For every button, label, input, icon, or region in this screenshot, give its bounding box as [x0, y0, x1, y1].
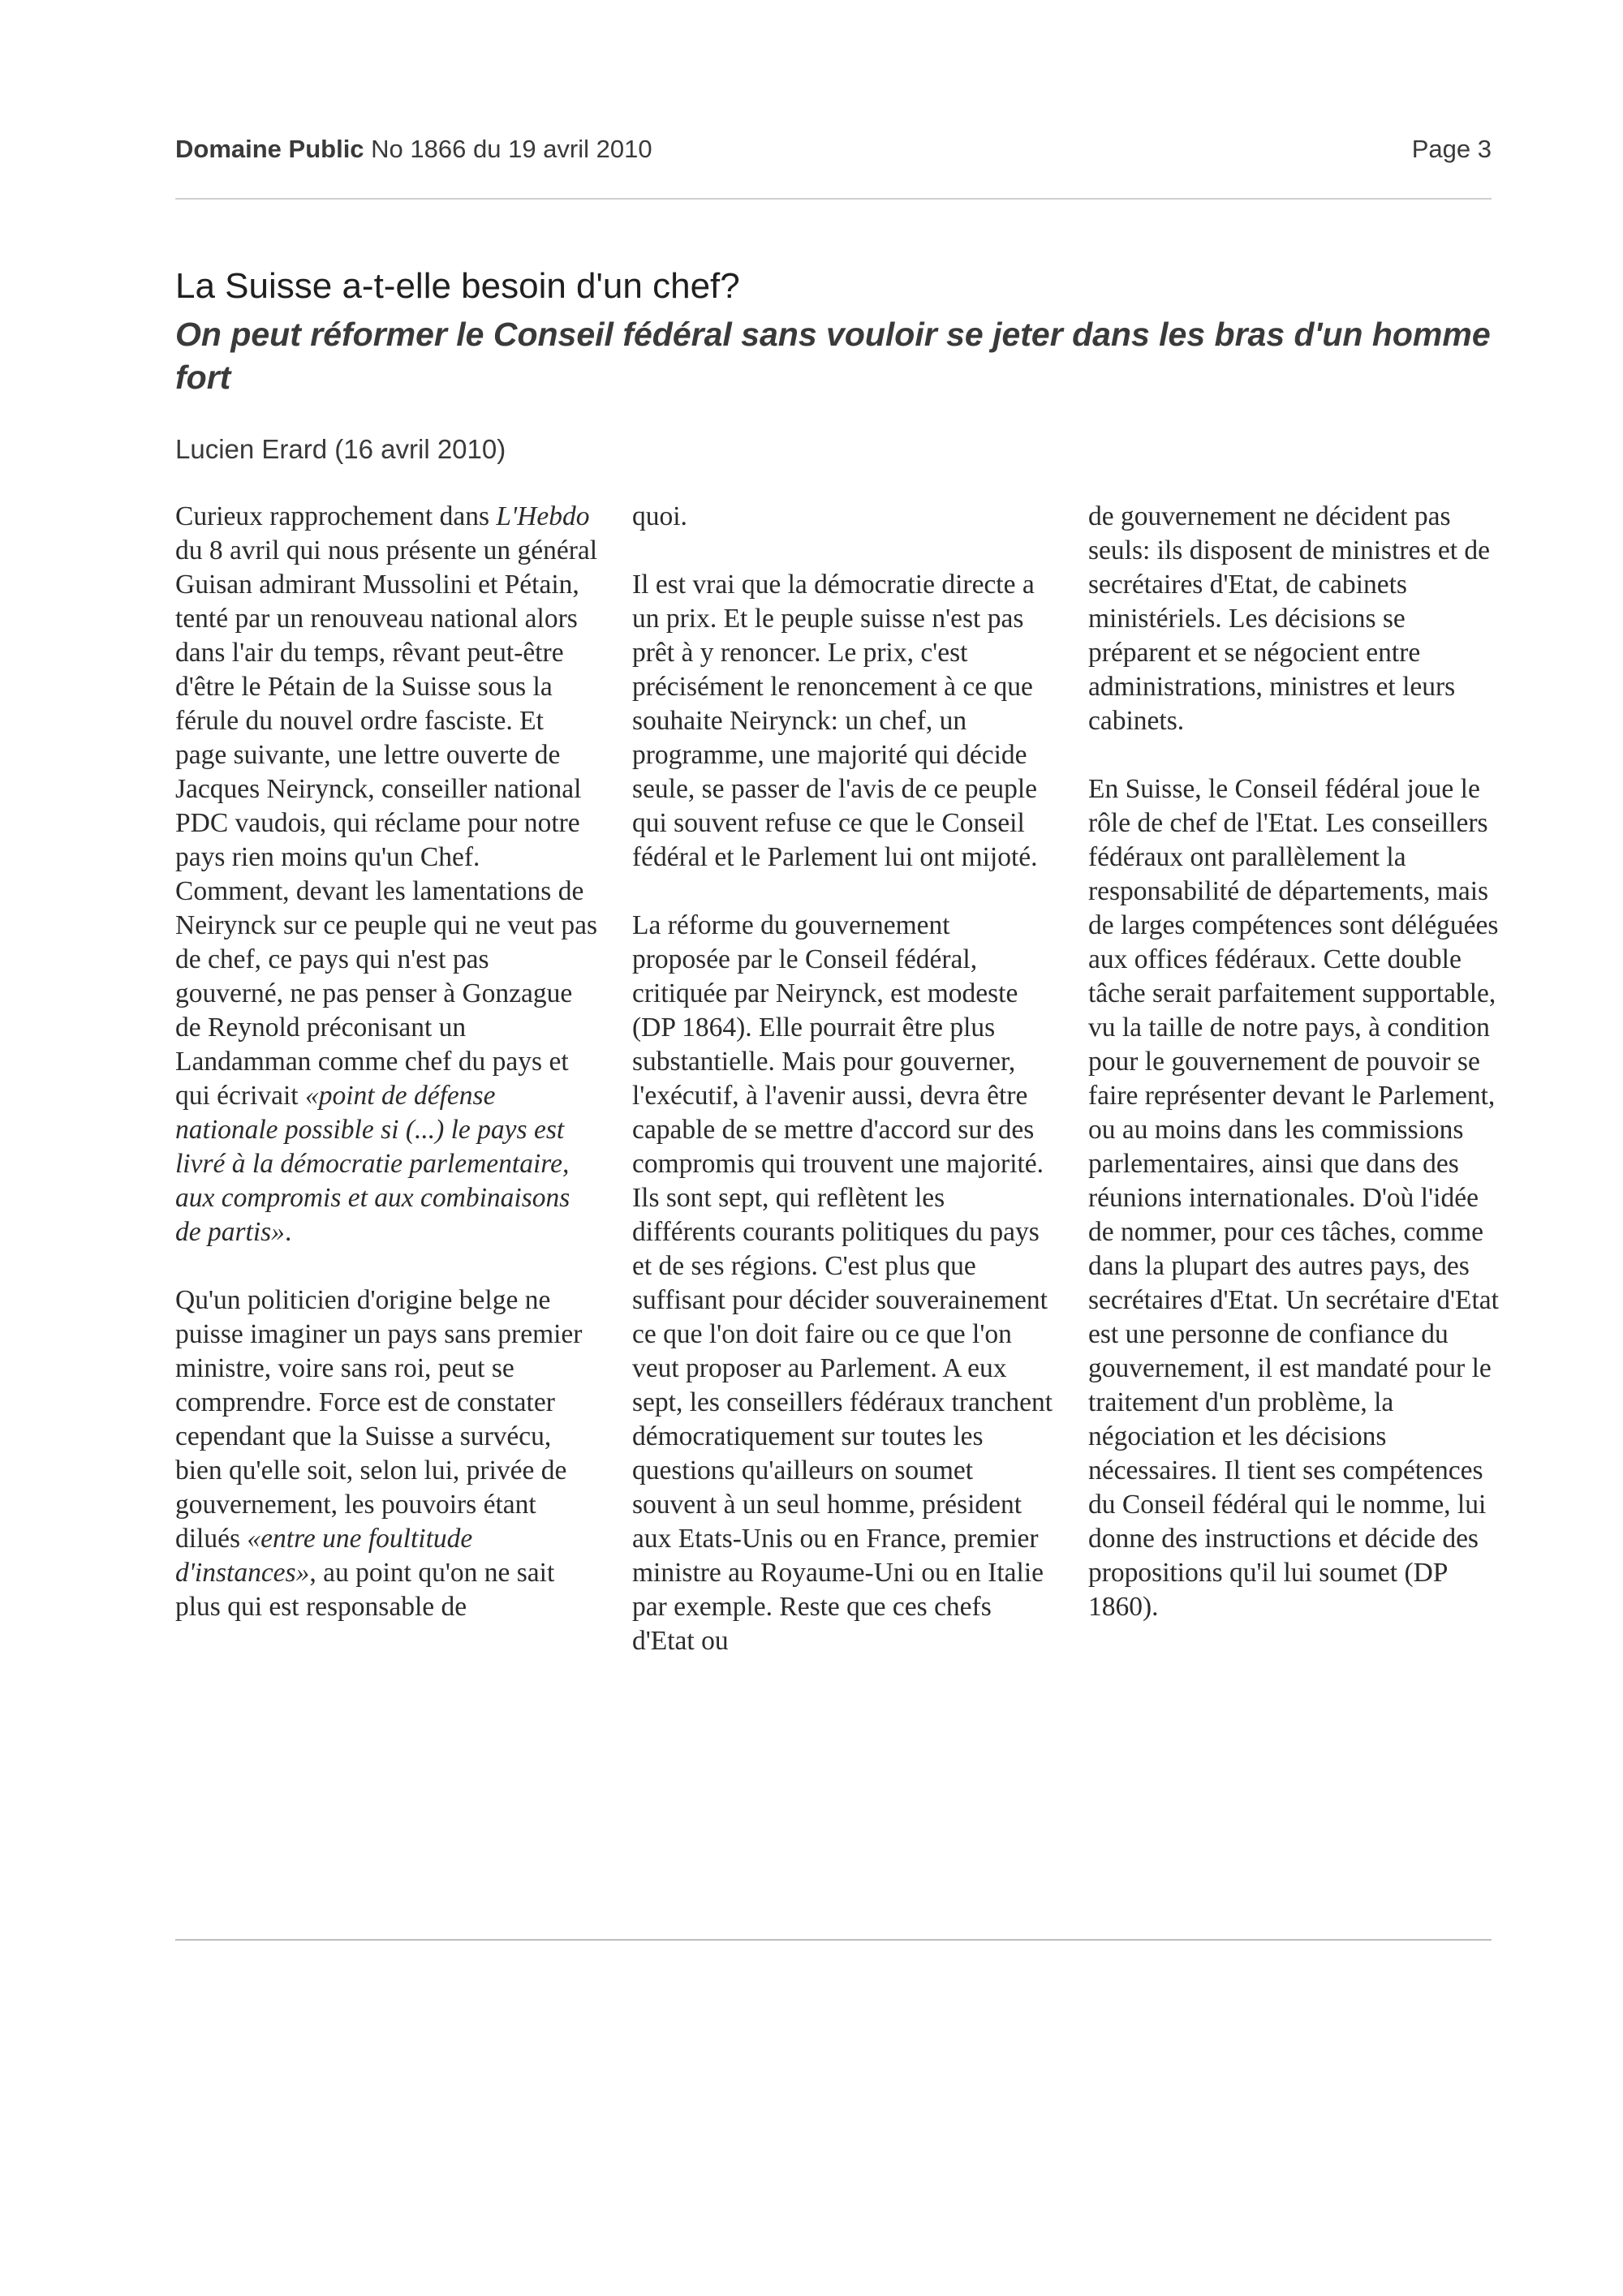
- article-column-1: [175, 500, 599, 1624]
- text-run: , au point qu'on ne sait plus qui est responsable de: [175, 1558, 555, 1622]
- page-number: Page 3: [1411, 135, 1492, 163]
- text-run: .: [284, 1217, 292, 1247]
- issue-info: No 1866 du 19 avril 2010: [371, 135, 652, 163]
- paragraph: [175, 1283, 599, 1624]
- paragraph: [175, 500, 599, 1249]
- article-byline: Lucien Erard (16 avril 2010): [175, 434, 506, 464]
- article-column-2: [632, 500, 1054, 1658]
- paragraph: En Suisse, le Conseil fédéral joue le rôle de chef de l'Etat. Les conseillers fédéraux ont parallèlement la responsabilité de départements, mais de larges compétences sont déléguées aux offices fédéraux. Cette double tâche serait parfaitement supportable, vu la taille de notre pays, à condition pour le gouvernement de pouvoir se faire représenter devant le Parlement, ou au moins dans les commissions parlementaires, ainsi que dans des réunions internationales. D'où l'idée de nommer, pour ces tâches, comme dans la plupart des autres pays, des secrétaires d'Etat. Un secrétaire d'Etat est une personne de confiance du gouvernement, il est mandaté pour le traitement d'un problème, la négociation et les décisions nécessaires. Il tient ses compétences du Conseil fédéral qui le nomme, lui donne des instructions et décide des propositions qu'il lui soumet (DP 1860).: [1088, 774, 1499, 1622]
- page-header: [175, 135, 1492, 170]
- article-column-3: [1088, 500, 1510, 1624]
- article-subtitle: On peut réformer le Conseil fédéral sans vouloir se jeter dans les bras d'un homme fort: [175, 316, 1491, 396]
- article-title: La Suisse a-t-elle besoin d'un chef?: [175, 266, 740, 306]
- paragraph: La réforme du gouvernement proposée par le Conseil fédéral, critiquée par Neirynck, est modeste (DP 1864). Elle pourrait être plus substantielle. Mais pour gouverner, l'exécutif, à l'avenir aussi, devra être capable de se mettre d'accord sur des compromis qui trouvent une majorité. Ils sont sept, qui reflètent les différents courants politiques du pays et de ses régions. C'est plus que suffisant pour décider souverainement ce que l'on doit faire ou ce que l'on veut proposer au Parlement. A eux sept, les conseillers fédéraux tranchent démocratiquement sur toutes les questions qu'ailleurs on soumet souvent à un seul homme, président aux Etats-Unis ou en France, premier ministre au Royaume-Uni ou en Italie par exemple. Reste que ces chefs d'Etat ou: [632, 910, 1053, 1656]
- paragraph: de gouvernement ne décident pas seuls: ils disposent de ministres et de secrétaires d'Etat, de cabinets ministériels. Les décisions se préparent et se négocient entre administrations, ministres et leurs cabinets.: [1088, 501, 1491, 736]
- paragraph: Il est vrai que la démocratie directe a un prix. Et le peuple suisse n'est pas prêt à y renoncer. Le prix, c'est précisément le renoncement à ce que souhaite Neirynck: un chef, un programme, une majorité qui décide seule, se passer de l'avis de ce peuple qui souvent refuse ce que le Conseil fédéral et le Parlement lui ont mijoté.: [632, 570, 1038, 872]
- header-divider: [175, 198, 1492, 200]
- text-run: du 8 avril qui nous présente un général Guisan admirant Mussolini et Pétain, tenté par un renouveau national alors dans l'air du temps, rêvant peut-être d'être le Pétain de la Suisse sous la férule du nouvel ordre fasciste. Et page suivante, une lettre ouverte de Jacques Neirynck, conseiller national PDC vaudois, qui réclame pour notre pays rien moins qu'un Chef. Comment, devant les lamentations de Neirynck sur ce peuple qui ne veut pas de chef, ce pays qui n'est pas gouverné, ne pas penser à Gonzague de Reynold préconisant un Landamman comme chef du pays et qui écrivait: [175, 535, 598, 1111]
- magazine-name: L'Hebdo: [496, 501, 590, 531]
- footer-divider: [175, 1939, 1492, 1941]
- quotation: «point de défense nationale possible si (...) le pays est livré à la démocratie parlementaire, aux compromis et aux combinaisons de partis»: [175, 1081, 570, 1247]
- quotation: «entre une foultitude d'instances»: [175, 1524, 473, 1588]
- text-run: Curieux rapprochement dans: [175, 501, 489, 531]
- publication-name: Domaine Public: [175, 135, 364, 163]
- paragraph: quoi.: [632, 501, 687, 531]
- text-run: Qu'un politicien d'origine belge ne puisse imaginer un pays sans premier ministre, voire sans roi, peut se comprendre. Force est de constater cependant que la Suisse a survécu, bien qu'elle soit, selon lui, privée de gouvernement, les pouvoirs étant dilués: [175, 1285, 583, 1554]
